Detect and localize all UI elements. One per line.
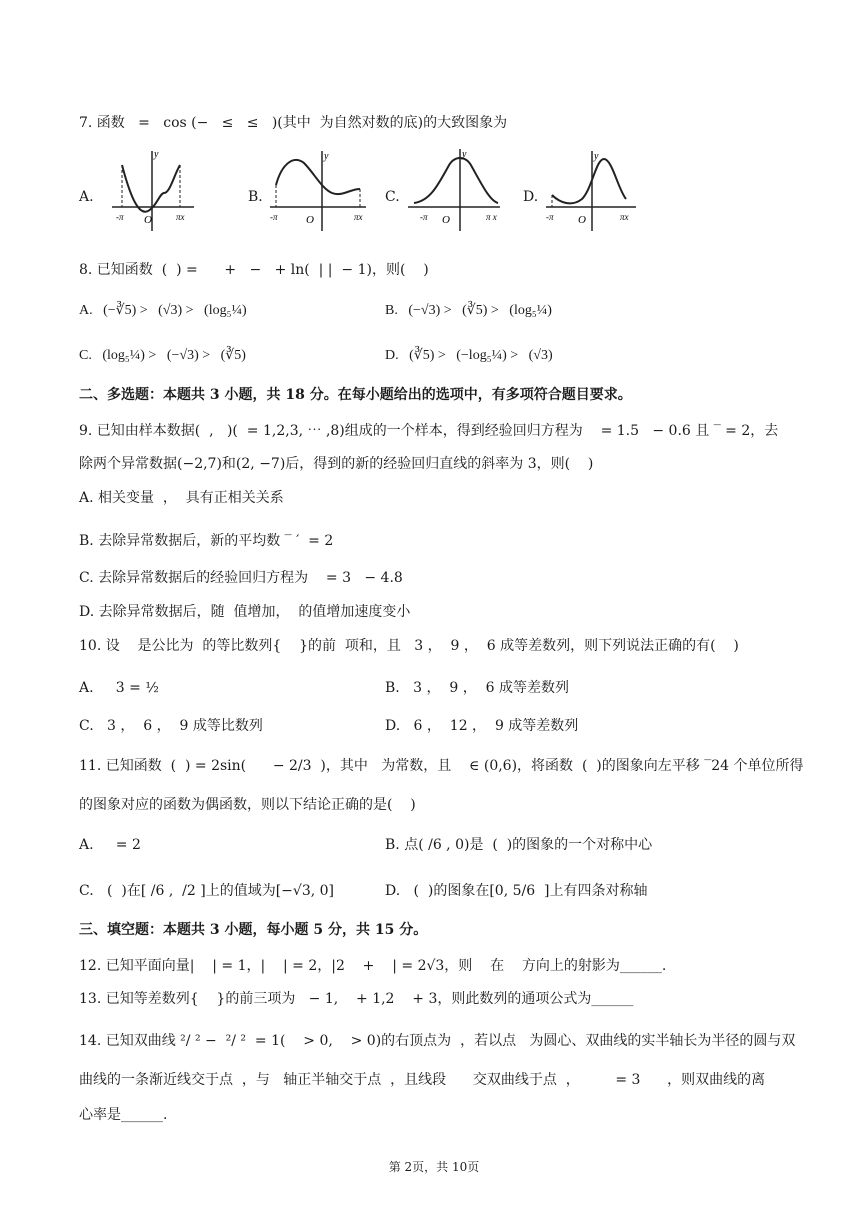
q14-stem-line1: 14. 已知双曲线 ²/ ² − ²/ ² = 1( > 0, > 0)的右顶点为 ，若以点 为圆心、双曲线的实半轴长为半径的圆与双 bbox=[79, 1033, 796, 1049]
q8-option-a: A. (−∛5) > (√3) > (log₅¼) bbox=[79, 303, 247, 318]
svg-text:-π: -π bbox=[546, 212, 554, 222]
q7-graph-a bbox=[108, 145, 198, 235]
q10-stem: 10. 设 是公比为 的等比数列{ }的前 项和，且 3 ， 9 ， 6 成等差数列，则下列说法正确的有( ) bbox=[79, 638, 739, 654]
q10-option-b: B. 3 ， 9 ， 6 成等差数列 bbox=[385, 680, 569, 696]
svg-text:O: O bbox=[306, 214, 314, 226]
q9-option-c: C. 去除异常数据后的经验回归方程为 = 3 − 4.8 bbox=[79, 570, 403, 586]
q9-option-b: B. 去除异常数据后，新的平均数 ‾ ′ = 2 bbox=[79, 533, 334, 549]
q11-option-d: D. ( )的图象在[0, 5/6 ]上有四条对称轴 bbox=[385, 883, 648, 899]
svg-text:-π: -π bbox=[420, 212, 428, 222]
q10-option-d: D. 6 ， 12 ， 9 成等差数列 bbox=[385, 718, 579, 734]
q11-stem-line1: 11. 已知函数 ( ) = 2sin( − 2/3 )，其中 为常数，且 ∈ (0,6)，将函数 ( )的图象向左平移 ‾24 个单位所得 bbox=[79, 758, 804, 774]
svg-text:y: y bbox=[594, 151, 599, 162]
section-3-heading: 三、填空题：本题共 3 小题，每小题 5 分，共 15 分。 bbox=[79, 922, 428, 938]
page-number-footer: 第 2页，共 10页 bbox=[388, 1160, 480, 1174]
svg-text:O: O bbox=[578, 214, 586, 226]
q9-option-d: D. 去除异常数据后，随 值增加， 的值增加速度变小 bbox=[79, 604, 411, 620]
q7-option-d-label: D. bbox=[523, 189, 539, 205]
q7-option-b-label: B. bbox=[248, 189, 263, 205]
svg-text:y: y bbox=[154, 149, 159, 160]
q9-stem-line2: 除两个异常数据(−2,7)和(2, −7)后，得到的新的经验回归直线的斜率为 3，则( ) bbox=[79, 456, 594, 472]
q11-option-c: C. ( )在[ /6 , /2 ]上的值域为[−√3, 0] bbox=[79, 883, 335, 899]
svg-text:πx: πx bbox=[354, 212, 363, 222]
q8-stem: 8. 已知函数 ( ) = + − + ln( | | − 1)，则( ) bbox=[79, 262, 429, 278]
section-2-heading: 二、多选题：本题共 3 小题，共 18 分。在每小题给出的选项中，有多项符合题目要求。 bbox=[79, 387, 632, 403]
svg-text:πx: πx bbox=[620, 212, 629, 222]
q11-option-b: B. 点( /6 , 0)是 ( )的图象的一个对称中心 bbox=[385, 837, 653, 853]
q7-graph-b bbox=[266, 145, 370, 235]
q7-option-a-label: A. bbox=[79, 189, 94, 205]
svg-text:y: y bbox=[324, 151, 329, 162]
svg-text:π x: π x bbox=[486, 212, 497, 222]
svg-text:y: y bbox=[462, 149, 467, 160]
svg-text:O: O bbox=[144, 214, 152, 226]
q9-option-a: A. 相关变量 ， 具有正相关关系 bbox=[79, 490, 284, 506]
svg-text:πx: πx bbox=[176, 212, 185, 222]
q8-option-c: C. (log₅¼) > (−√3) > (∛5) bbox=[79, 348, 246, 363]
q7-graph-d bbox=[542, 145, 638, 235]
q14-stem-line3: 心率是______. bbox=[79, 1107, 168, 1123]
q9-stem-line1: 9. 已知由样本数据( , )( = 1,2,3, ⋯ ,8)组成的一个样本，得到经验回归方程为 = 1.5 − 0.6 且 ‾ = 2，去 bbox=[79, 423, 779, 439]
q11-option-a: A. = 2 bbox=[79, 837, 141, 853]
q10-option-c: C. 3 ， 6 ， 9 成等比数列 bbox=[79, 718, 263, 734]
q14-stem-line2: 曲线的一条渐近线交于点 ，与 轴正半轴交于点 ，且线段 交双曲线于点 ， = 3 ，则双曲线的离 bbox=[79, 1072, 766, 1088]
svg-text:-π: -π bbox=[116, 212, 124, 222]
q11-stem-line2: 的图象对应的函数为偶函数，则以下结论正确的是( ) bbox=[79, 797, 416, 813]
q7-stem: 7. 函数 = cos (− ≤ ≤ )(其中 为自然对数的底)的大致图象为 bbox=[79, 115, 508, 131]
q12-stem: 12. 已知平面向量| | = 1，| | = 2，|2 + | = 2√3，则 在 方向上的射影为______. bbox=[79, 958, 667, 974]
svg-text:-π: -π bbox=[270, 212, 278, 222]
q7-graph-c bbox=[404, 145, 504, 235]
q13-stem: 13. 已知等差数列{ }的前三项为 − 1, + 1,2 + 3，则此数列的通项公式为______ bbox=[79, 991, 634, 1007]
q10-option-a: A. 3 = ½ bbox=[79, 680, 159, 696]
q8-option-b: B. (−√3) > (∛5) > (log₅¼) bbox=[385, 303, 552, 318]
svg-text:O: O bbox=[442, 214, 450, 226]
q8-option-d: D. (∛5) > (−log₅¼) > (√3) bbox=[385, 348, 553, 363]
q7-option-c-label: C. bbox=[385, 189, 400, 205]
